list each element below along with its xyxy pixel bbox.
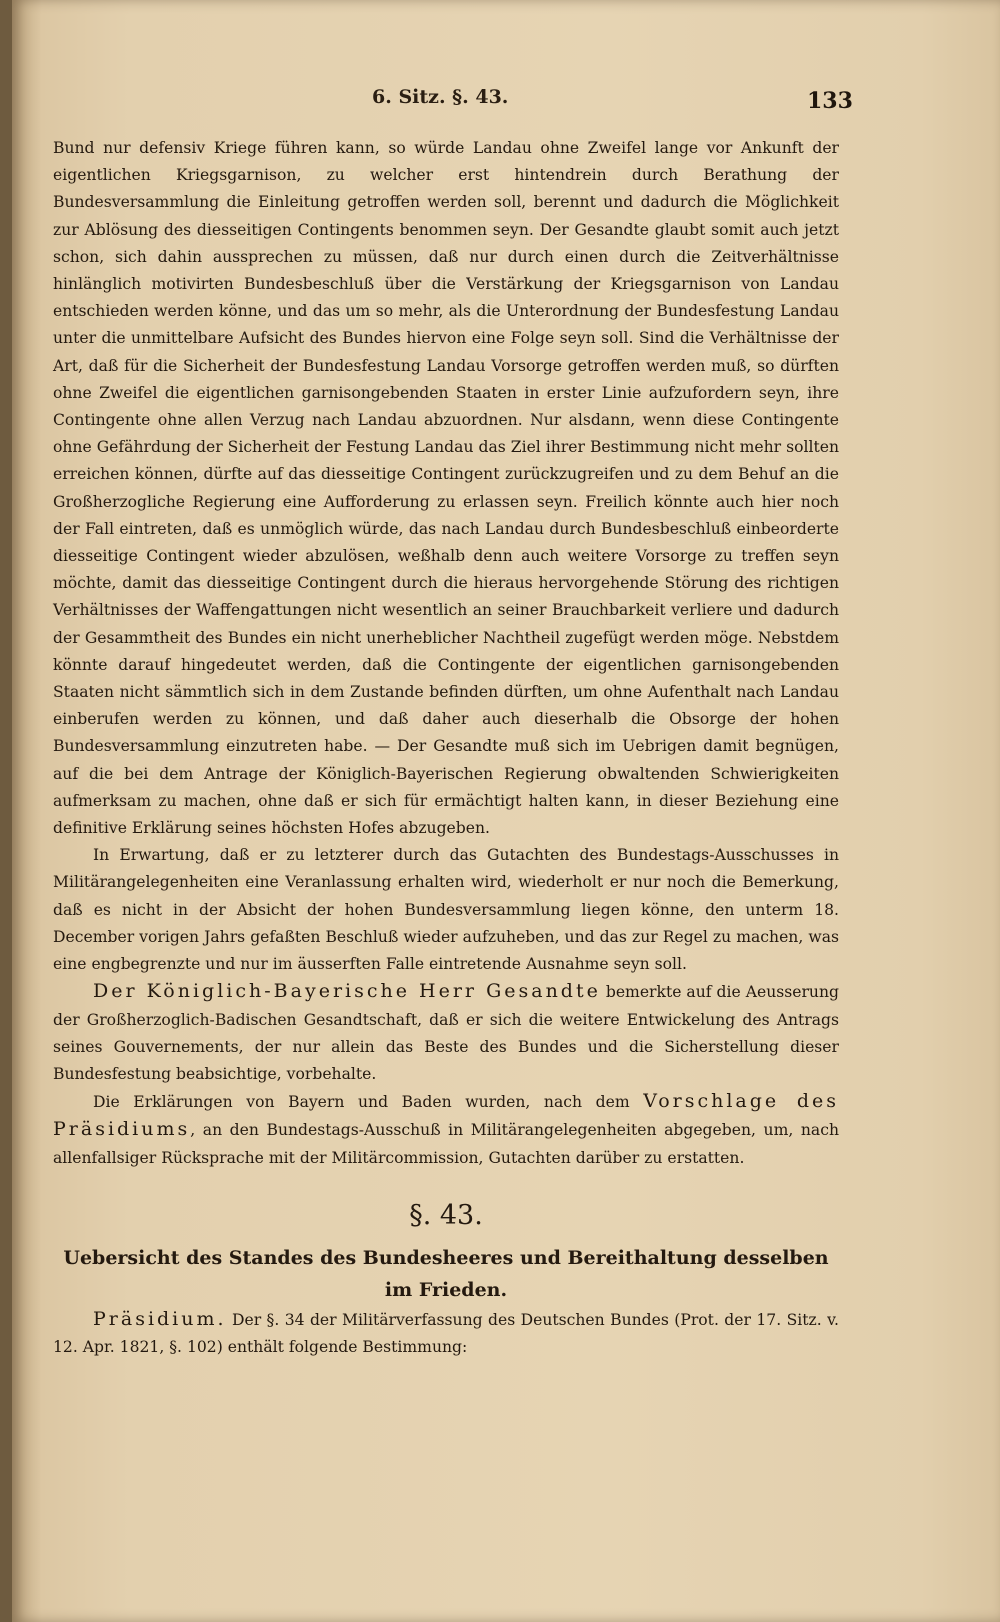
section-heading: §. 43. xyxy=(409,1199,483,1231)
page-number: 133 xyxy=(807,88,853,114)
page-header xyxy=(12,86,1000,116)
presidium-lead: Präsidium. xyxy=(93,1307,227,1330)
bavarian-envoy-lead: Der Königlich-Bayerische Herr Gesandte xyxy=(93,980,601,1003)
paragraph-declarations xyxy=(53,1088,839,1172)
running-title: 6. Sitz. §. 43. xyxy=(372,86,509,108)
declarations-emph: Vorschlage des Präsidiums xyxy=(53,1090,839,1141)
body-text xyxy=(53,135,839,1361)
paragraph-bavaria xyxy=(53,978,839,1088)
bavarian-envoy-text: bemerkte auf die Aeusserung der Großherzoglich-Badischen Gesandtschaft, daß er sich die weitere Entwickelung des Antrags seines Gouvernements, der nur allein das Beste des Bundes und die Sicherstellung dieser Bundesfestung beabsichtige, vorbehalte. xyxy=(53,983,839,1083)
paragraph-expectation: In Erwartung, daß er zu letzterer durch das Gutachten des Bundestags-Ausschusses in Militärangelegenheiten eine Veranlassung erhalten wird, wiederholt er nur noch die Bemerkung, daß es nicht in der Absicht der hohen Bundesversammlung liegen könne, den unterm 18. December vorigen Jahrs gefaßten Beschluß wieder aufzuheben, und das zur Regel zu machen, was eine engbegrenzte und nur im äusserften Falle eintretende Ausnahme seyn soll. xyxy=(53,846,839,974)
declarations-after: , an den Bundestags-Ausschuß in Militärangelegenheiten abgegeben, um, nach allenfallsiger Rücksprache mit der Militärcommission, Gutachten darüber zu erstatten. xyxy=(53,1121,839,1167)
paragraph-landau: Bund nur defensiv Kriege führen kann, so würde Landau ohne Zweifel lange vor Ankunft der eigentlichen Kriegsgarnison, zu welcher erst hintendrein durch Berathung der Bundesversammlung die Einleitung getroffen werden soll, berennt und dadurch die Möglichkeit zur Ablösung des diesseitigen Contingents benommen seyn. Der Gesandte glaubt somit auch jetzt schon, sich dahin aussprechen zu müssen, daß nur durch einen durch die Zeitverhältnisse hinlänglich motivirten Bundesbeschluß über die Verstärkung der Kriegsgarnison von Landau entschieden werden könne, und das um so mehr, als die Unterordnung der Bundesfestung Landau unter die unmittelbare Aufsicht des Bundes hiervon eine Folge seyn soll. Sind die Verhältnisse der Art, daß für die Sicherheit der Bundesfestung Landau Vorsorge getroffen werden muß, so dürften ohne Zweifel die eigentlichen garnisongebenden Staaten in erster Linie aufzufordern seyn, ihre Contingente ohne allen Verzug nach Landau abzuordnen. Nur alsdann, wenn diese Contingente ohne Gefährdung der Sicherheit der Festung Landau das Ziel ihrer Bestimmung nicht mehr sollten erreichen können, dürfte auf das diesseitige Contingent zurückzugreifen und zu dem Behuf an die Großherzogliche Regierung eine Aufforderung zu erlassen seyn. Freilich könnte auch hier noch der Fall eintreten, daß es unmöglich würde, das nach Landau durch Bundesbeschluß einbeorderte diesseitige Contingent wieder abzulösen, weßhalb denn auch weitere Vorsorge zu treffen seyn möchte, damit das diesseitige Contingent durch die hieraus hervorgehende Störung des richtigen Verhältnisses der Waffengattungen nicht wesentlich an seiner Brauchbarkeit verliere und dadurch der Gesammtheit des Bundes ein nicht unerheblicher Nachtheil zugefügt werden möge. Nebstdem könnte darauf hingedeutet werden, daß die Contingente der eigentlichen garnisongebenden Staaten nicht sämmtlich sich in dem Zustande befinden dürften, um ohne Aufenthalt nach Landau einberufen werden zu können, und daß daher auch dieserhalb die Obsorge der hohen Bundesversammlung einzutreten habe. — Der Gesandte muß sich im Uebrigen damit begnügen, auf die bei dem Antrage der Königlich-Bayerischen Regierung obwaltenden Schwierigkeiten aufmerksam zu machen, ohne daß er sich für ermächtigt halten kann, in dieser Beziehung eine definitive Erklärung seines höchsten Hofes abzugeben. xyxy=(53,139,839,838)
presidium-text: Der §. 34 der Militärverfassung des Deutschen Bundes (Prot. der 17. Sitz. v. 12. Apr. 1821, §. 102) enthält folgende Bestimmung: xyxy=(53,1310,839,1356)
book-page xyxy=(12,0,1000,1622)
declarations-before: Die Erklärungen von Bayern und Baden wurden, nach dem xyxy=(93,1093,644,1112)
paragraph-presidium xyxy=(53,1306,839,1361)
section-title: Uebersicht des Standes des Bundesheeres und Bereithaltung desselben im Frieden. xyxy=(63,1246,829,1301)
